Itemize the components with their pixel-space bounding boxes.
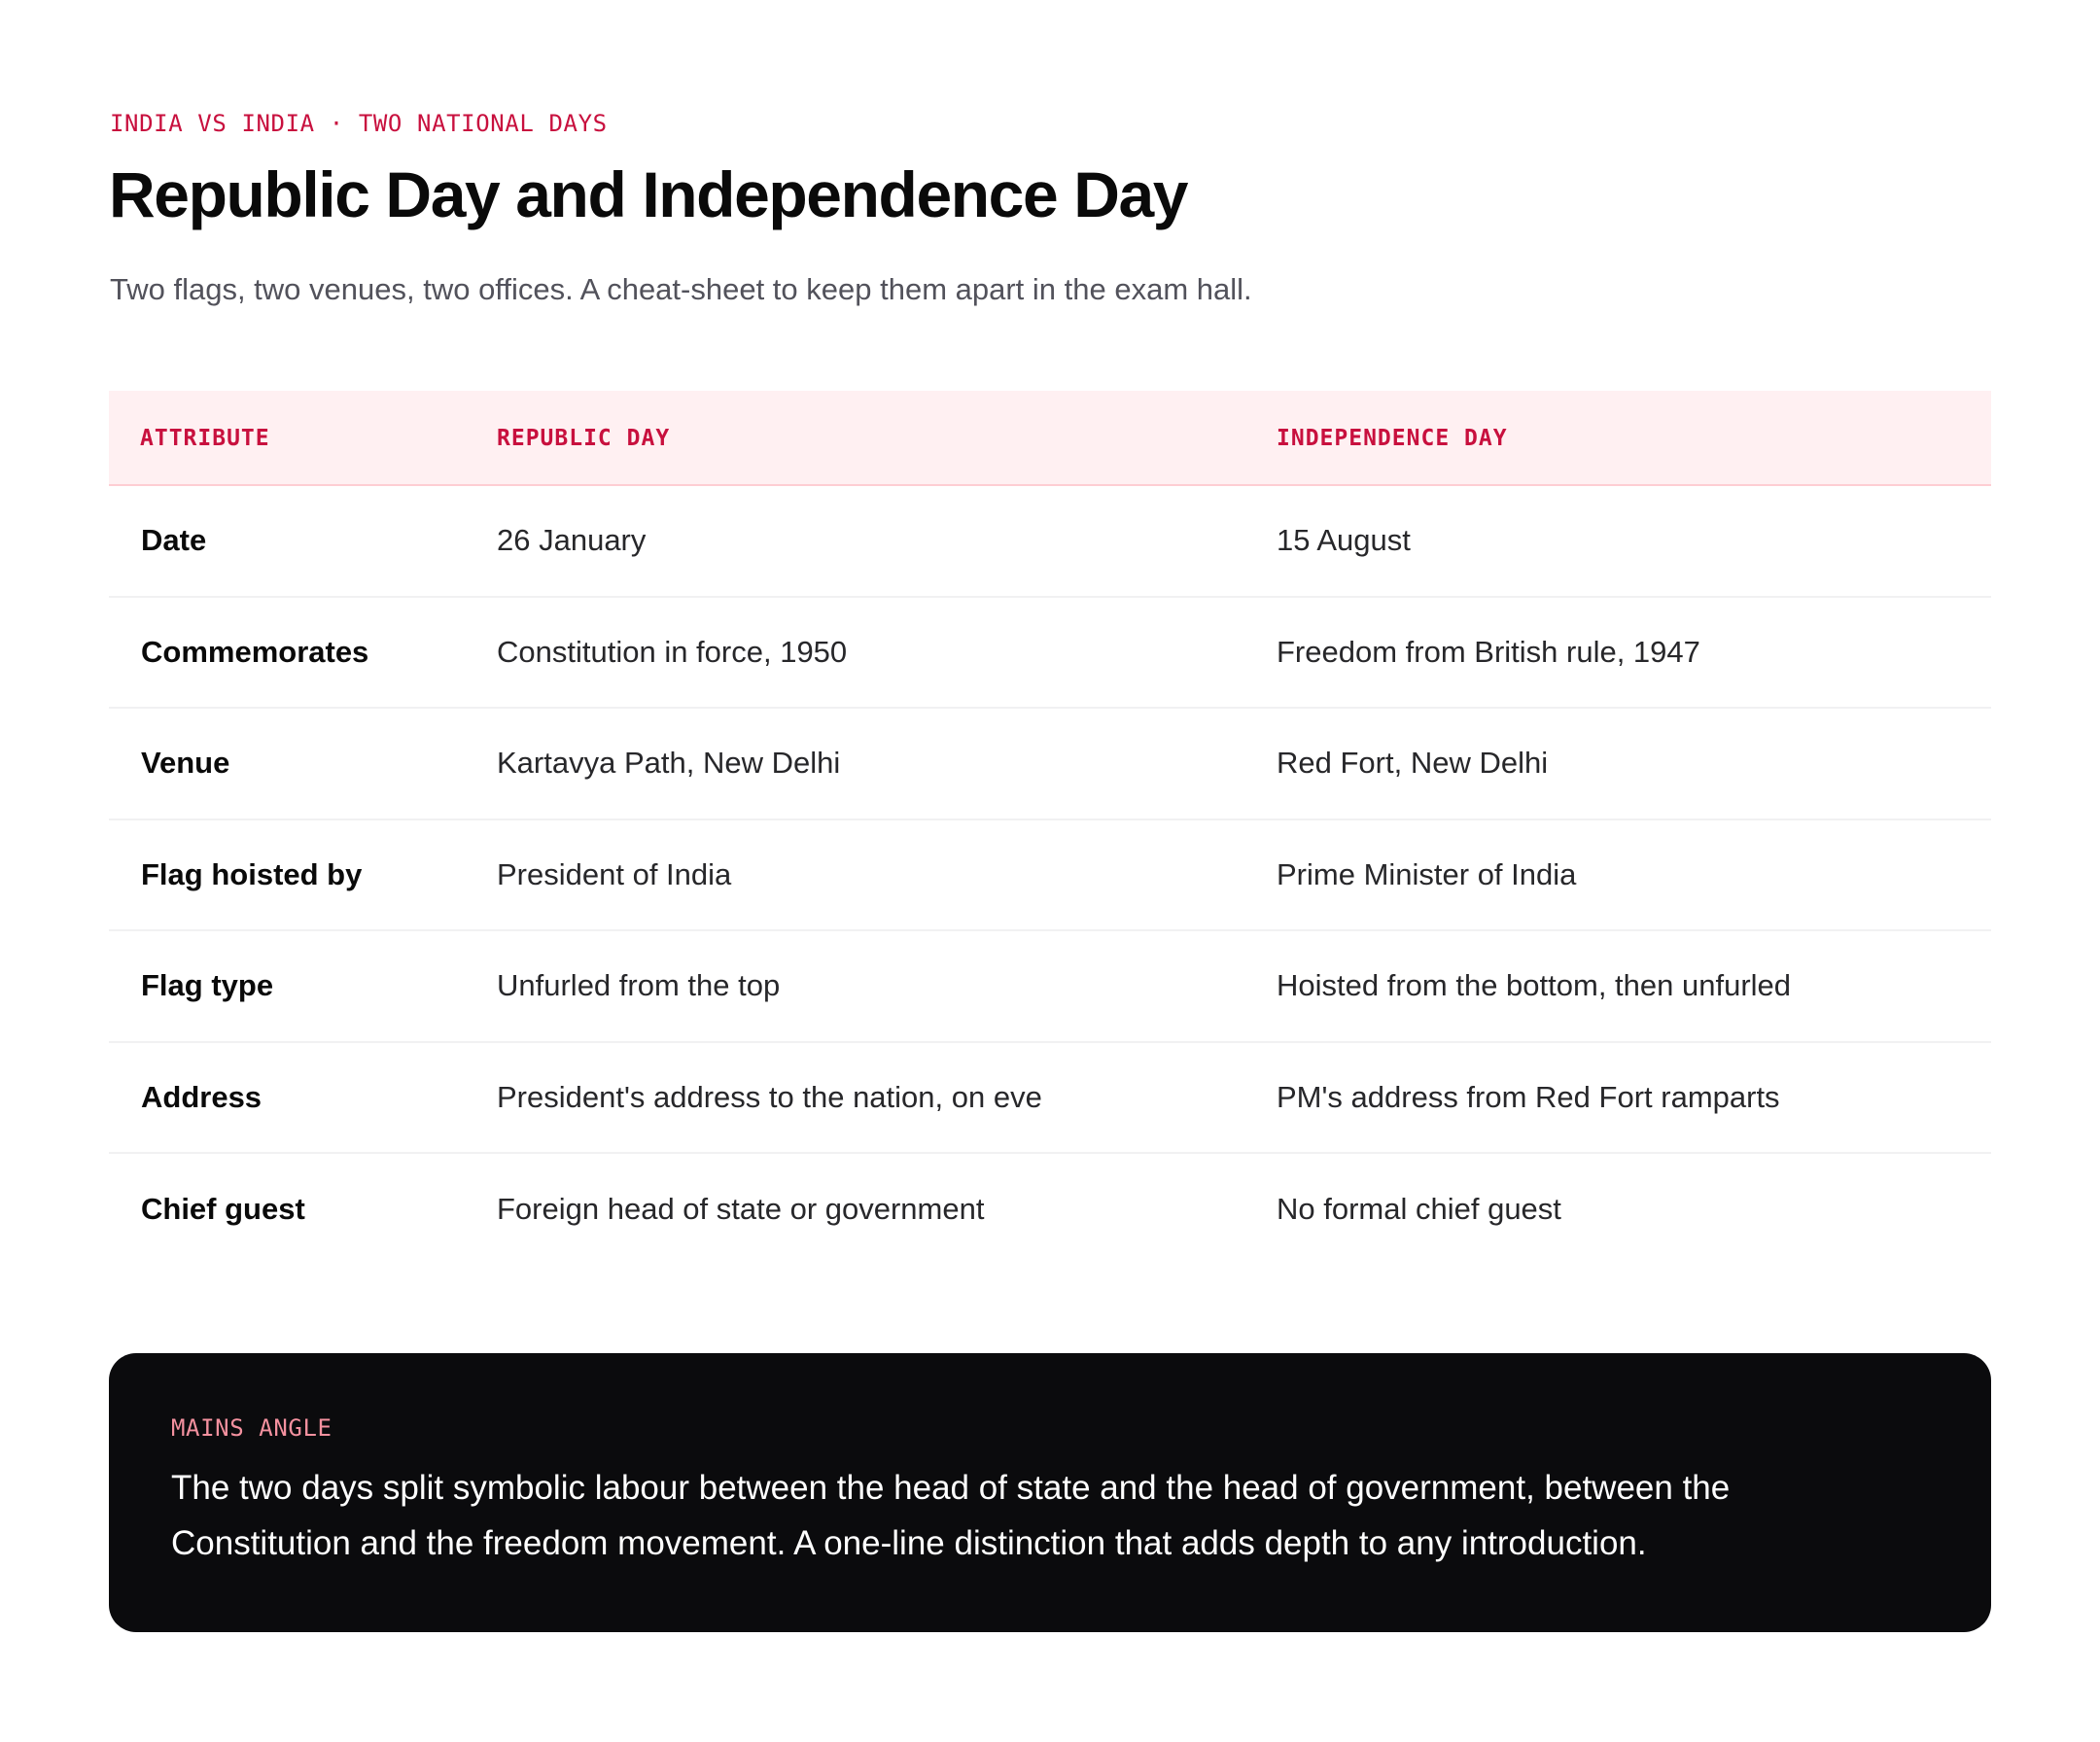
column-header-independence-day: INDEPENDENCE DAY [1277, 426, 1508, 451]
independence-day-value: Hoisted from the bottom, then unfurled [1277, 968, 1792, 1003]
column-header-republic-day: REPUBLIC DAY [497, 426, 671, 451]
republic-day-value: Kartavya Path, New Delhi [497, 746, 841, 781]
table-header [109, 391, 1991, 486]
independence-day-value: Freedom from British rule, 1947 [1277, 634, 1700, 669]
row-attribute: Address [141, 1079, 262, 1114]
independence-day-value: Prime Minister of India [1277, 856, 1577, 891]
republic-day-value: President's address to the nation, on eve [497, 1079, 1042, 1114]
eyebrow-label: INDIA VS INDIA · TWO NATIONAL DAYS [110, 110, 608, 137]
table-row-chief-guest [109, 1154, 1991, 1266]
republic-day-value: President of India [497, 856, 732, 891]
table-row-flag-hoisted-by [109, 820, 1991, 932]
comparison-table [109, 391, 1991, 1266]
table-row-date [109, 486, 1991, 598]
independence-day-value: 15 August [1277, 523, 1411, 558]
republic-day-value: 26 January [497, 523, 647, 558]
table-row-address [109, 1043, 1991, 1155]
independence-day-value: Red Fort, New Delhi [1277, 746, 1549, 781]
row-attribute: Date [141, 523, 207, 558]
table-row-commemorates [109, 598, 1991, 710]
row-attribute: Chief guest [141, 1192, 305, 1227]
column-header-attribute: ATTRIBUTE [140, 426, 270, 451]
republic-day-value: Constitution in force, 1950 [497, 634, 848, 669]
republic-day-value: Foreign head of state or government [497, 1192, 985, 1227]
independence-day-value: PM's address from Red Fort ramparts [1277, 1079, 1780, 1114]
callout-label: MAINS ANGLE [171, 1414, 332, 1442]
row-attribute: Flag hoisted by [141, 856, 363, 891]
row-attribute: Flag type [141, 968, 274, 1003]
mains-angle-callout [109, 1353, 1991, 1632]
callout-body: The two days split symbolic labour between the head of state and the head of government, between the Constitution and the freedom movement. A one-line distinction that adds depth to any introduction. [171, 1469, 1731, 1562]
republic-day-value: Unfurled from the top [497, 968, 781, 1003]
table-body [109, 486, 1991, 1266]
independence-day-value: No formal chief guest [1277, 1192, 1561, 1227]
page-subtitle: Two flags, two venues, two offices. A cheat-sheet to keep them apart in the exam hall. [110, 272, 1252, 306]
table-row-venue [109, 709, 1991, 820]
row-attribute: Venue [141, 746, 230, 781]
row-attribute: Commemorates [141, 634, 369, 669]
page-title: Republic Day and Independence Day [109, 158, 1188, 230]
table-row-flag-type [109, 931, 1991, 1043]
